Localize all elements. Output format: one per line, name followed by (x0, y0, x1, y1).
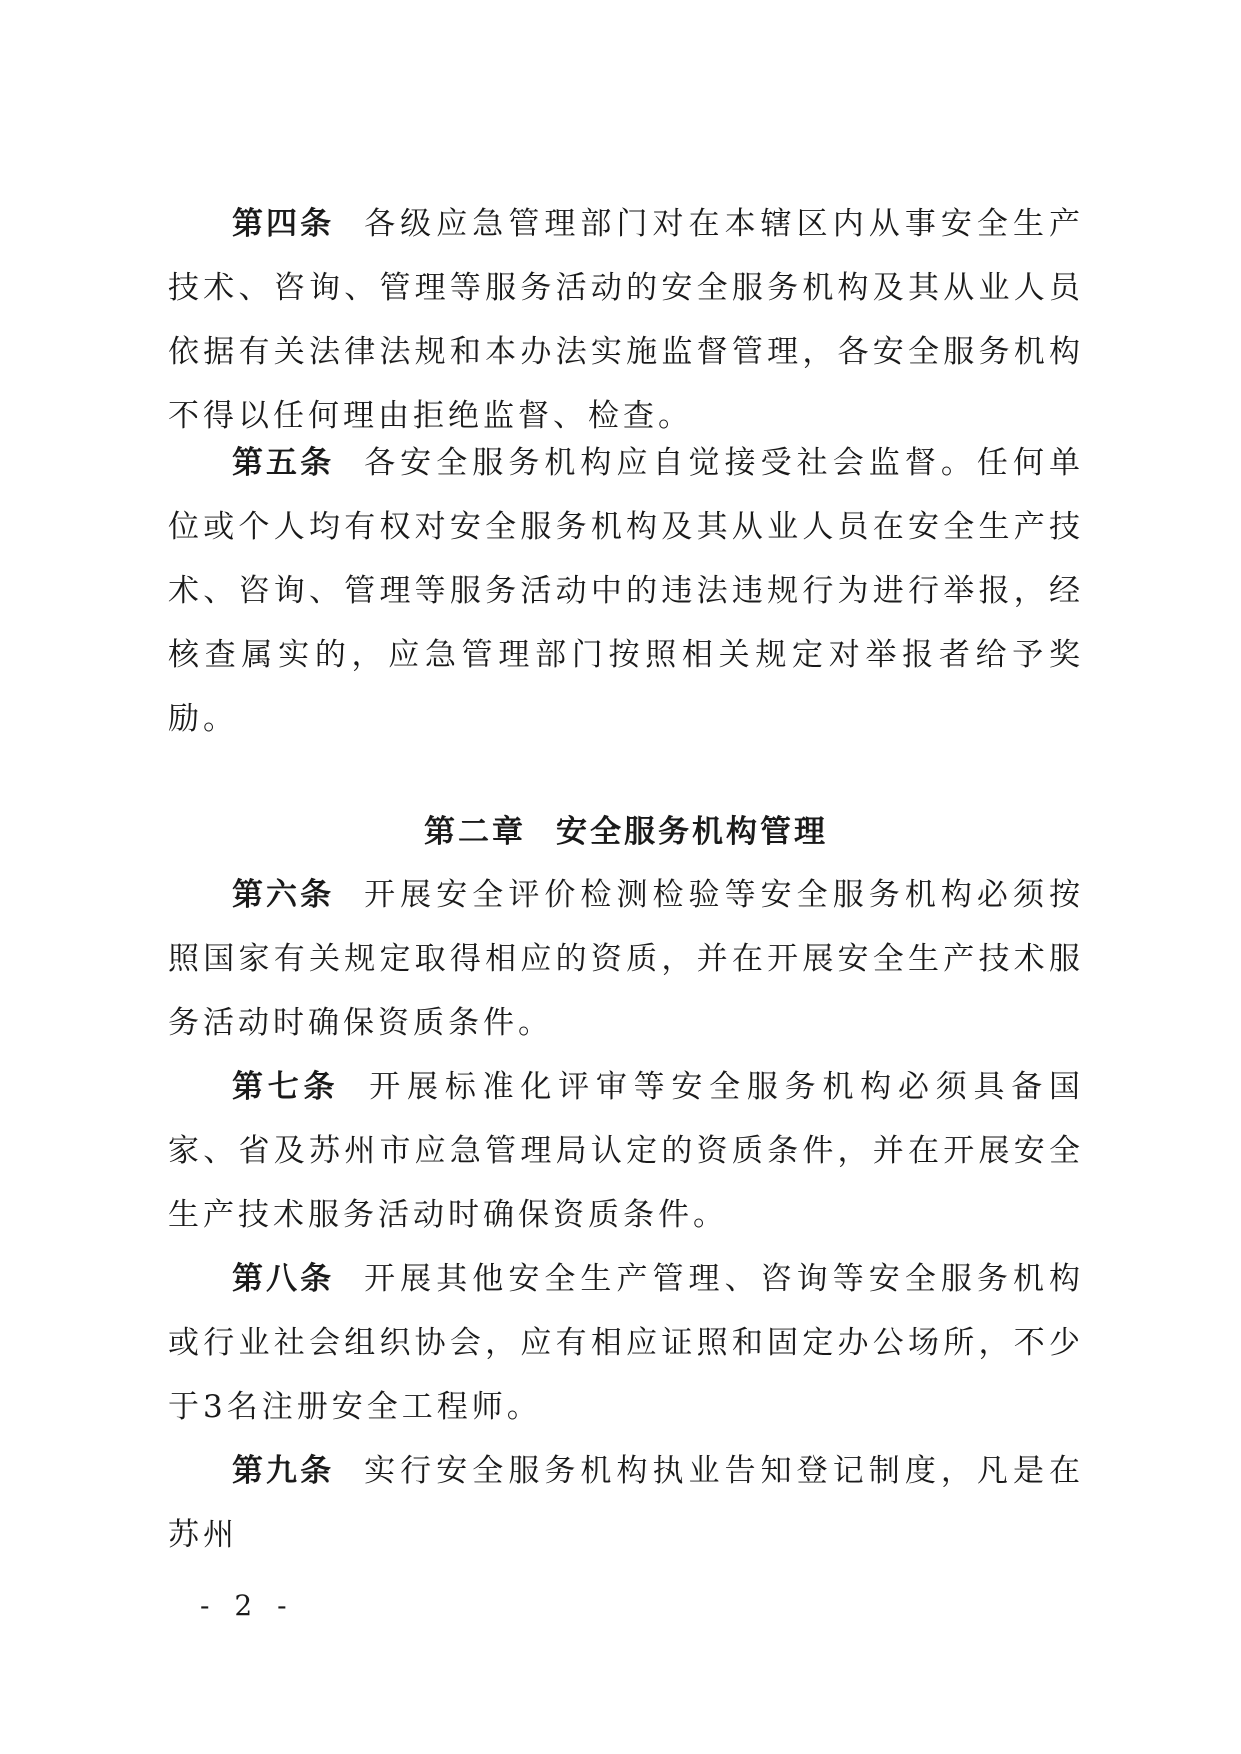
article-5 (168, 431, 1084, 751)
article-6 (168, 863, 1084, 1055)
article-text: 各安全服务机构应自觉接受社会监督。任何单位或个人均有权对安全服务机构及其从业人员在安全生产技术、咨询、管理等服务活动中的违法违规行为进行举报，经核查属实的，应急管理部门按照相关规定对举报者给予奖励。 (168, 445, 1085, 737)
article-text: 实行安全服务机构执业告知登记制度，凡是在苏州 (168, 1453, 1085, 1553)
article-9 (168, 1439, 1084, 1567)
article-7 (168, 1055, 1084, 1247)
article-label: 第五条 (232, 445, 335, 481)
article-label: 第六条 (232, 877, 335, 913)
article-label: 第八条 (232, 1261, 335, 1297)
article-label: 第九条 (232, 1453, 335, 1489)
chapter-heading (168, 800, 1084, 864)
article-text: 开展标准化评审等安全服务机构必须具备国家、省及苏州市应急管理局认定的资质条件，并在开展安全生产技术服务活动时确保资质条件。 (168, 1069, 1085, 1233)
article-text: 开展其他安全生产管理、咨询等安全服务机构或行业社会组织协会，应有相应证照和固定办公场所，不少于3名注册安全工程师。 (168, 1261, 1085, 1425)
article-label: 第七条 (232, 1069, 340, 1105)
chapter-title: 安全服务机构管理 (556, 814, 828, 850)
page-number: - 2 - (200, 1589, 295, 1622)
article-text: 各级应急管理部门对在本辖区内从事安全生产技术、咨询、管理等服务活动的安全服务机构及其从业人员依据有关法律法规和本办法实施监督管理，各安全服务机构不得以任何理由拒绝监督、检查。 (168, 206, 1085, 434)
article-text: 开展安全评价检测检验等安全服务机构必须按照国家有关规定取得相应的资质，并在开展安全生产技术服务活动时确保资质条件。 (168, 877, 1085, 1041)
article-8 (168, 1247, 1084, 1439)
article-4 (168, 192, 1084, 448)
chapter-number: 第二章 (424, 814, 526, 850)
article-label: 第四条 (232, 206, 335, 242)
